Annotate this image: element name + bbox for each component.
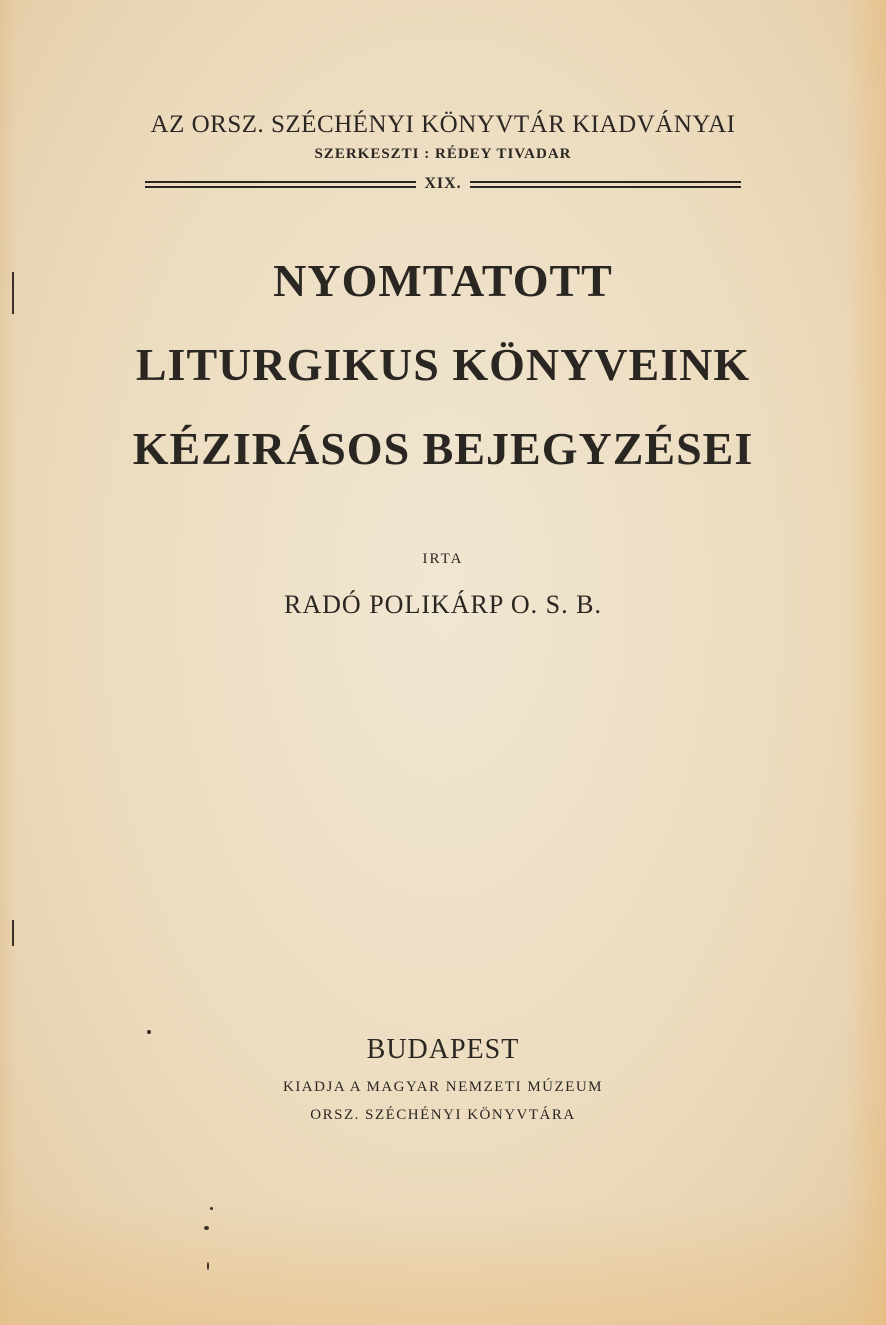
title-line-1: NYOMTATOTT [273, 255, 613, 306]
double-rule-left [145, 181, 416, 188]
paper-speck [210, 1207, 213, 1210]
paper-speck [207, 1262, 209, 1270]
binding-mark-bottom [12, 920, 14, 946]
byline-label: IRTA [422, 551, 464, 567]
binding-mark-top [12, 272, 14, 314]
publication-place: BUDAPEST [366, 1034, 520, 1065]
double-rule-right [470, 181, 741, 188]
title-line-2: LITURGIKUS KÖNYVEINK [135, 339, 751, 390]
author-name: RADÓ POLIKÁRP O. S. B. [284, 590, 602, 619]
aged-left-edge [0, 0, 16, 1325]
paper-speck [204, 1226, 209, 1230]
aged-bottom-edge [0, 1205, 886, 1325]
aged-right-edge [846, 0, 886, 1325]
volume-number: XIX. [424, 175, 462, 192]
series-title: AZ ORSZ. SZÉCHÉNYI KÖNYVTÁR KIADVÁNYAI [150, 111, 736, 138]
paper-speck [147, 1030, 151, 1034]
title-line-3: KÉZIRÁSOS BEJEGYZÉSEI [132, 423, 754, 474]
volume-rule [145, 175, 741, 193]
editor-line: SZERKESZTI : RÉDEY TIVADAR [314, 146, 572, 162]
publisher-line-1: KIADJA A MAGYAR NEMZETI MÚZEUM [282, 1079, 603, 1095]
publisher-line-2: ORSZ. SZÉCHÉNYI KÖNYVTÁRA [310, 1107, 576, 1123]
